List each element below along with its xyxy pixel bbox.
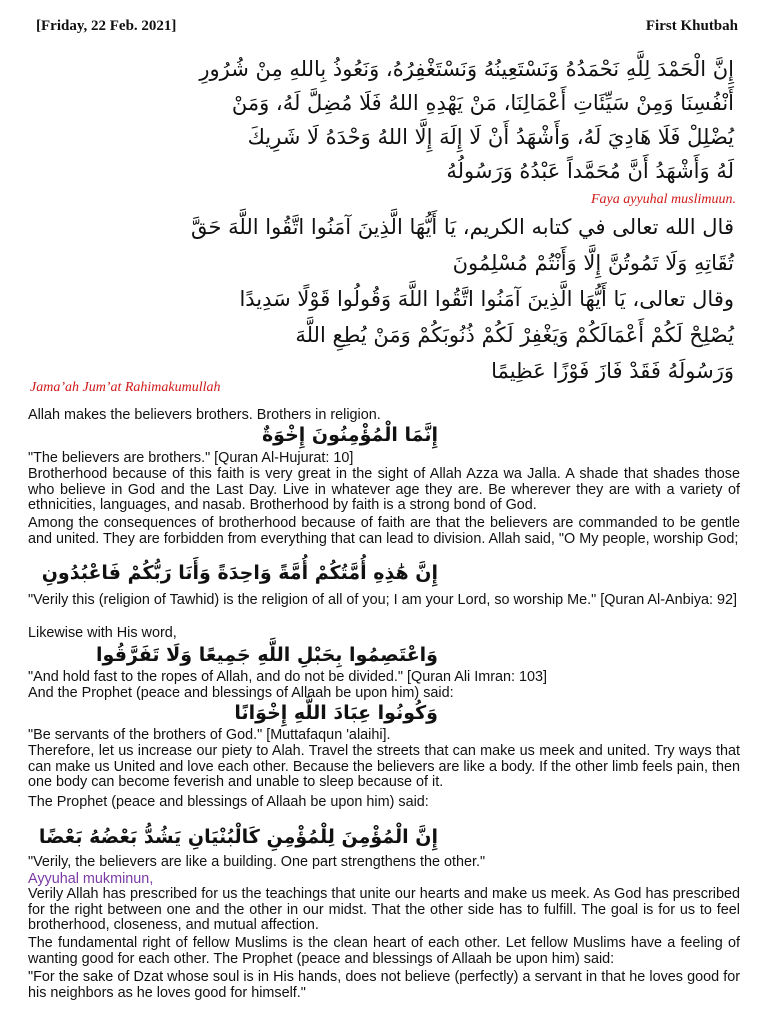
paragraph: Verily Allah has prescribed for us the teachings that unite our hearts and make us meek. As God has prescribed for the right between one and the other in our midst. That the other side has to fulfill. The goal is for us to feel brotherhood, closeness, and mutual affection. bbox=[28, 886, 740, 933]
paragraph: "For the sake of Dzat whose soul is in His hands, does not believe (perfectly) a servant in that he loves good for his neighbors as he loves good for himself." bbox=[28, 969, 740, 1001]
paragraph: "Be servants of the brothers of God." [Muttafaqun 'alaihi]. bbox=[28, 727, 391, 743]
paragraph: The Prophet (peace and blessings of Allaah be upon him) said: bbox=[28, 794, 429, 810]
paragraph: Allah makes the believers brothers. Brothers in religion. bbox=[28, 407, 381, 423]
arabic-quote: إِنَّ الْمُؤْمِنَ لِلْمُؤْمِنِ كَالْبُنْيَانِ يَشُدُّ بَعْضُهُ بَعْضًا bbox=[38, 826, 438, 848]
arabic-quote: إِنَّمَا الْمُؤْمِنُونَ إِخْوَةٌ bbox=[261, 424, 438, 446]
paragraph: Brotherhood because of this faith is very great in the sight of Allah Azza wa Jalla. A shade that shades those who believe in God and the Last Day. Live in whatever age they are. Be wherever they are with a variety of ethnicities, languages, and nasab. Brotherhood by faith is a strong bond of God. bbox=[28, 466, 740, 513]
paragraph: "And hold fast to the ropes of Allah, and do not be divided." [Quran Ali Imran: 103] bbox=[28, 669, 548, 685]
paragraph: "Verily this (religion of Tawhid) is the religion of all of you; I am your Lord, so worship Me." [Quran Al-Anbiya: 92] bbox=[28, 592, 738, 608]
arabic-quote: وَاعْتَصِمُوا بِحَبْلِ اللَّهِ جَمِيعًا وَلَا تَفَرَّقُوا bbox=[96, 644, 438, 666]
verse-arabic-line: وَرَسُولَهُ فَقَدْ فَازَ فَوْزًا عَظِيمًا bbox=[491, 359, 734, 383]
arabic-quote: وَكُونُوا عِبَادَ اللَّهِ إِخْوَانًا bbox=[234, 702, 438, 724]
paragraph: Therefore, let us increase our piety to Alah. Travel the streets that can make us meek and united. Try ways that can make us United and love each other. Because the believers are like a body. If the other limb feels pain, then one body can become feverish and unable to sleep because of it. bbox=[28, 743, 740, 790]
khutbah-date: [Friday, 22 Feb. 2021] bbox=[36, 18, 177, 34]
paragraph: "Verily, the believers are like a building. One part strengthens the other." bbox=[28, 854, 486, 870]
ayyuhal-mukminun-label: Ayyuhal mukminun, bbox=[28, 871, 154, 887]
paragraph: And the Prophet (peace and blessings of Allaah be upon him) said: bbox=[28, 685, 454, 701]
paragraph: Likewise with His word, bbox=[28, 625, 177, 641]
opening-arabic-line: إِنَّ الْحَمْدَ لِلَّهِ نَحْمَدُهُ وَنَسْتَعِينُهُ وَنَسْتَغْفِرُهُ، وَنَعُوذُ بِاللهِ مِنْ شُرُورِ bbox=[199, 57, 734, 81]
verse-arabic-line: قال الله تعالى في كتابه الكريم، يَا أَيُّهَا الَّذِينَ آمَنُوا اتَّقُوا اللَّهَ حَقَّ bbox=[190, 215, 734, 239]
verse-arabic-line: وقال تعالى، يَا أَيُّهَا الَّذِينَ آمَنُوا اتَّقُوا اللَّهَ وَقُولُوا قَوْلًا سَدِيدًا bbox=[239, 287, 734, 311]
khutbah-title: First Khutbah bbox=[645, 18, 738, 34]
opening-arabic-line: أَنْفُسِنَا وَمِنْ سَيِّئَاتِ أَعْمَالِنَا، مَنْ يَهْدِهِ اللهُ فَلَا مُضِلَّ لَهُ، وَمَنْ bbox=[231, 91, 734, 115]
verse-arabic-line: يُصْلِحْ لَكُمْ أَعْمَالَكُمْ وَيَغْفِرْ لَكُمْ ذُنُوبَكُمْ وَمَنْ يُطِعِ اللَّهَ bbox=[295, 323, 734, 347]
verse-arabic-line: تُقَاتِهِ وَلَا تَمُوتُنَّ إِلَّا وَأَنْتُمْ مُسْلِمُونَ bbox=[452, 251, 734, 275]
opening-arabic-line: لَهُ وَأَشْهَدُ أَنَّ مُحَمَّداً عَبْدُهُ وَرَسُولُهُ bbox=[446, 159, 734, 183]
opening-arabic-line: يُضْلِلْ فَلَا هَادِيَ لَهُ، وَأَشْهَدُ أَنْ لَا إِلَهَ إِلَّا اللهُ وَحْدَهُ لَا شَرِيكَ bbox=[247, 125, 734, 149]
paragraph: The fundamental right of fellow Muslims is the clean heart of each other. Let fellow Muslims have a feeling of wanting good for each other. The Prophet (peace and blessings of Allaah be upon him) said: bbox=[28, 935, 740, 967]
paragraph: Among the consequences of brotherhood because of faith are that the believers are commanded to be gentle and united. They are forbidden from everything that can lead to division. Allah said, "O My people, worship God; bbox=[28, 515, 740, 547]
jamaah-label: Jama’ah Jum’at Rahimakumullah bbox=[30, 380, 221, 395]
faya-ayyuhal-label: Faya ayyuhal muslimuun. bbox=[590, 192, 736, 207]
paragraph: "The believers are brothers." [Quran Al-Hujurat: 10] bbox=[28, 450, 354, 466]
arabic-quote: إِنَّ هَٰذِهِ أُمَّتُكُمْ أُمَّةً وَاحِدَةً وَأَنَا رَبُّكُمْ فَاعْبُدُونِ bbox=[41, 562, 438, 584]
